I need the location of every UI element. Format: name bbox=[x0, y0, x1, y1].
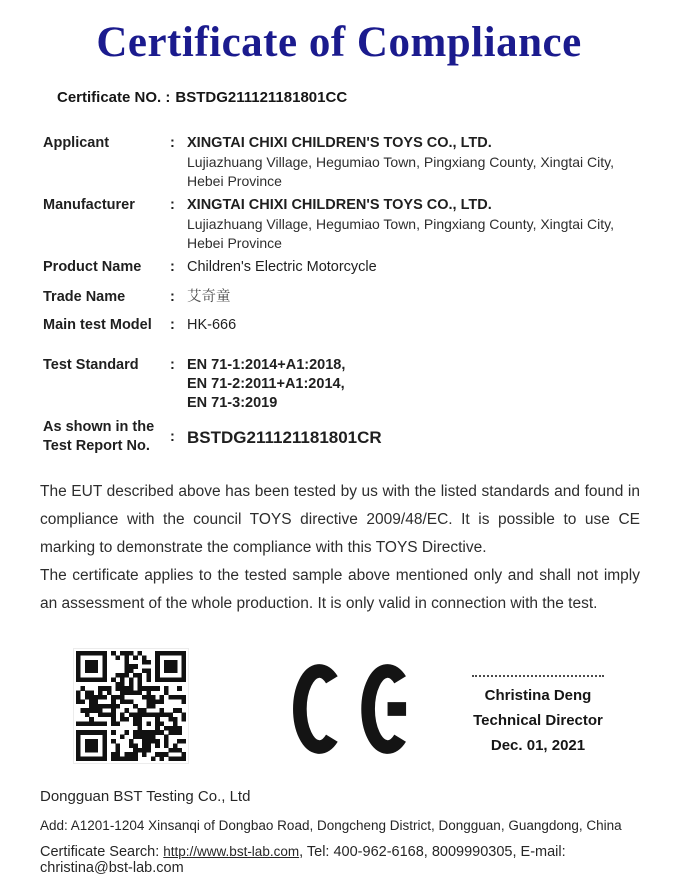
test-standard-line2: EN 71-2:2011+A1:2014, bbox=[187, 376, 345, 392]
field-colon: : bbox=[170, 357, 175, 373]
product-name-value: Children's Electric Motorcycle bbox=[187, 259, 377, 275]
statement-paragraph-1: The EUT described above has been tested by us with the listed standards and found in compliance with the council TOYS directive 2009/48/EC. It is possible to use CE marking to demonstrate the compliance with this TOYS Directive. bbox=[40, 483, 640, 556]
manufacturer-name: XINGTAI CHIXI CHILDREN'S TOYS CO., LTD. bbox=[187, 197, 492, 213]
applicant-name: XINGTAI CHIXI CHILDREN'S TOYS CO., LTD. bbox=[187, 135, 492, 151]
signature-block bbox=[462, 640, 614, 758]
certificate-number-label: Certificate NO. : bbox=[57, 89, 171, 106]
applicant-address-line1: Lujiazhuang Village, Hegumiao Town, Pingxiang County, Xingtai City, bbox=[187, 154, 614, 170]
ce-mark-svg bbox=[292, 661, 409, 757]
stamps-row bbox=[0, 640, 678, 790]
field-colon: : bbox=[170, 428, 175, 445]
test-standard-label: Test Standard bbox=[43, 357, 139, 373]
test-standard-line1: EN 71-1:2014+A1:2018, bbox=[187, 357, 346, 373]
statement-paragraph-2: The certificate applies to the tested sample above mentioned only and shall not imply an assessment of the whole production. It is only valid in connection with the test. bbox=[40, 567, 640, 612]
field-row-test-report bbox=[43, 418, 644, 456]
certificate-number-line bbox=[57, 89, 347, 106]
field-colon: : bbox=[170, 289, 175, 305]
test-standard-line3: EN 71-3:2019 bbox=[187, 395, 278, 411]
field-colon: : bbox=[170, 259, 175, 275]
manufacturer-address-line1: Lujiazhuang Village, Hegumiao Town, Pingxiang County, Xingtai City, bbox=[187, 216, 614, 232]
applicant-address-line2: Hebei Province bbox=[187, 173, 282, 189]
applicant-label: Applicant bbox=[43, 135, 110, 151]
signatory-role: Technical Director bbox=[473, 712, 603, 729]
signature-dotted-line bbox=[472, 675, 604, 677]
footer-contact-details: , Tel: 400-962-6168, 8009990305, E-mail: christina@bst-lab.com bbox=[40, 844, 566, 876]
test-report-label-line1: As shown in the bbox=[43, 419, 155, 435]
page-title: Certificate of Compliance bbox=[96, 19, 582, 66]
trade-name-label: Trade Name bbox=[43, 289, 126, 305]
field-row-test-standard bbox=[43, 356, 644, 413]
field-row-manufacturer bbox=[43, 196, 644, 253]
signature-date: Dec. 01, 2021 bbox=[490, 737, 586, 754]
footer bbox=[40, 788, 648, 876]
certificate-number-value: BSTDG211121181801CC bbox=[175, 89, 348, 106]
certificate-fields bbox=[43, 134, 644, 456]
test-report-label bbox=[43, 418, 170, 456]
field-colon: : bbox=[170, 135, 175, 151]
manufacturer-value bbox=[187, 196, 644, 253]
manufacturer-address-line2: Hebei Province bbox=[187, 235, 282, 251]
field-colon: : bbox=[170, 317, 175, 333]
footer-contact-line bbox=[40, 844, 648, 876]
field-colon: : bbox=[170, 197, 175, 213]
footer-address: Add: A1201-1204 Xinsanqi of Dongbao Road, Dongcheng District, Dongguan, Guangdong, China bbox=[40, 818, 622, 833]
signatory-name: Christina Deng bbox=[484, 687, 592, 704]
qr-code-svg bbox=[76, 651, 186, 761]
certificate-search-label: Certificate Search: bbox=[40, 844, 160, 860]
field-row-trade-name bbox=[43, 288, 644, 307]
compliance-statement bbox=[40, 478, 640, 618]
field-row-applicant bbox=[43, 134, 644, 191]
main-test-model-label: Main test Model bbox=[43, 317, 152, 333]
manufacturer-label: Manufacturer bbox=[43, 197, 135, 213]
certificate-search-link[interactable]: http://www.bst-lab.com bbox=[163, 844, 300, 859]
trade-name-value: 艾奇童 bbox=[187, 289, 231, 305]
qr-code-icon bbox=[73, 648, 189, 764]
field-row-product-name bbox=[43, 258, 644, 277]
test-report-label-line2: Test Report No. bbox=[43, 438, 150, 454]
test-standard-value bbox=[187, 356, 644, 413]
product-name-label: Product Name bbox=[43, 259, 142, 275]
test-report-value: BSTDG211121181801CR bbox=[187, 427, 382, 447]
ce-mark-icon bbox=[292, 661, 409, 762]
field-row-main-test-model bbox=[43, 316, 644, 335]
main-test-model-value: HK-666 bbox=[187, 317, 237, 333]
footer-company-name: Dongguan BST Testing Co., Ltd bbox=[40, 788, 251, 805]
applicant-value bbox=[187, 134, 644, 191]
